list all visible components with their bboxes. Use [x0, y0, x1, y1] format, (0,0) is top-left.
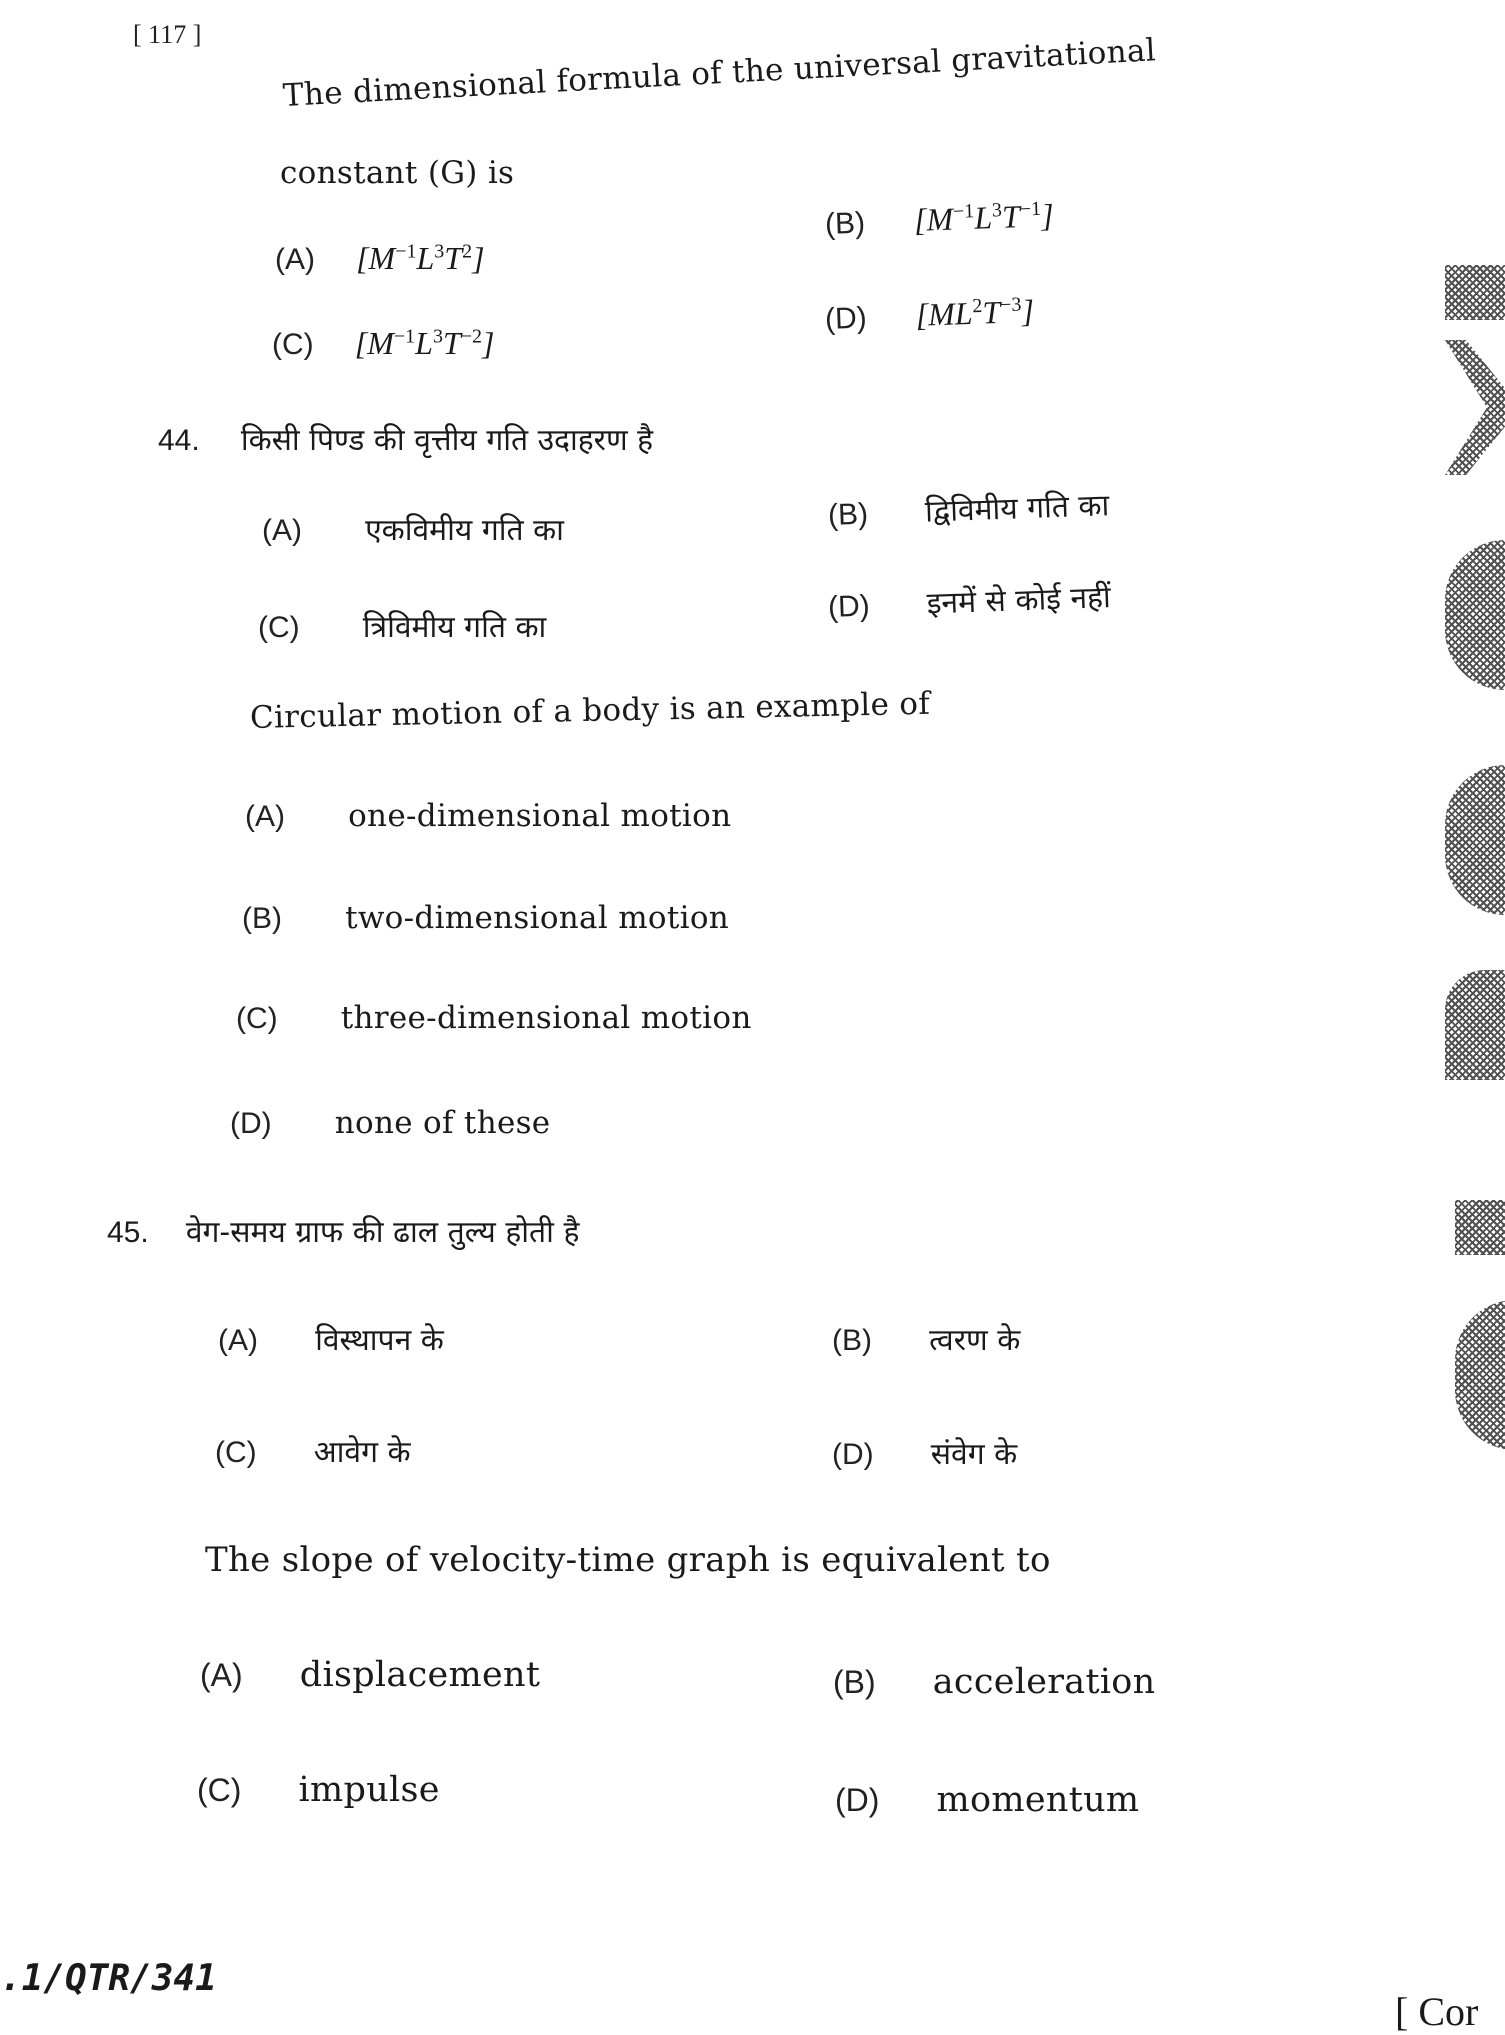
- q43-option-c: [272, 325, 494, 362]
- option-label: (D): [835, 1782, 880, 1818]
- option-text: संवेग के: [930, 1437, 1018, 1472]
- q45-english-question: The slope of velocity-time graph is equivalent to: [205, 1540, 1051, 1580]
- q44-hi-option-d: [827, 575, 1111, 626]
- q43-option-a: [275, 240, 485, 277]
- option-formula: $[M^{-1}L^3T^{-1}]$: [913, 197, 1055, 238]
- option-label: (C): [215, 1436, 257, 1469]
- watermark-fragment: [1445, 970, 1505, 1080]
- q45-en-option-a: [200, 1655, 540, 1695]
- option-label: (B): [832, 1324, 872, 1357]
- option-text: त्रिविमीय गति का: [362, 610, 547, 645]
- option-label: (B): [242, 902, 282, 935]
- option-text: three-dimensional motion: [340, 1000, 752, 1036]
- q44-en-option-d: [230, 1105, 550, 1141]
- q43-option-b: [824, 197, 1054, 242]
- q45-en-option-c: [197, 1770, 440, 1810]
- q44-en-option-a: [245, 798, 731, 834]
- q45-hi-option-a: [218, 1318, 444, 1359]
- option-label: (A): [275, 243, 315, 276]
- option-label: (D): [824, 301, 868, 336]
- q45-en-option-b: [833, 1662, 1156, 1702]
- option-formula: $[M^{-1}L^3T^{-2}]$: [354, 325, 495, 361]
- paper-code: .1/QTR/341: [0, 1958, 217, 1999]
- question-number: 44.: [158, 424, 200, 457]
- q45-hi-option-c: [215, 1430, 411, 1471]
- option-label: (D): [832, 1438, 874, 1471]
- q44-english-question: Circular motion of a body is an example of: [249, 685, 931, 736]
- q44-hindi-question: [158, 418, 653, 459]
- question-text: किसी पिण्ड की वृत्तीय गति उदाहरण है: [240, 423, 654, 458]
- q44-hi-option-a: [262, 508, 564, 549]
- option-label: (B): [833, 1664, 876, 1700]
- question-number: 45.: [107, 1216, 149, 1249]
- option-formula: $[ML^2T^{-3}]$: [915, 292, 1035, 333]
- q45-en-option-d: [835, 1780, 1139, 1820]
- option-formula: $[M^{-1}L^3T^2]$: [356, 240, 485, 276]
- option-text: one-dimensional motion: [348, 798, 732, 834]
- option-label: (A): [200, 1657, 243, 1693]
- q44-en-option-c: [236, 1000, 752, 1036]
- option-label: (C): [197, 1772, 242, 1808]
- option-text: एकविमीय गति का: [365, 513, 564, 548]
- option-text: impulse: [298, 1770, 440, 1810]
- option-text: आवेग के: [313, 1435, 411, 1470]
- option-label: (A): [218, 1324, 258, 1357]
- option-text: इनमें से कोई नहीं: [926, 580, 1112, 622]
- q44-en-option-b: [242, 900, 729, 936]
- option-label: (D): [230, 1107, 272, 1140]
- q45-hindi-question: [107, 1210, 579, 1251]
- q43-text-line1: The dimensional formula of the universal gravitational: [282, 32, 1157, 114]
- q43-option-d: [824, 293, 1034, 337]
- watermark-fragment: [1445, 265, 1505, 320]
- q43-text-line2: constant (G) is: [280, 155, 515, 191]
- option-label: (B): [827, 497, 869, 532]
- question-text: वेग-समय ग्राफ की ढाल तुल्य होती है: [185, 1215, 580, 1250]
- page-number: [ 117 ]: [133, 20, 202, 49]
- watermark-fragment: [1445, 765, 1505, 915]
- option-text: displacement: [299, 1655, 541, 1695]
- option-text: none of these: [334, 1105, 551, 1141]
- q44-hi-option-c: [258, 605, 546, 646]
- option-label: (A): [245, 800, 285, 833]
- watermark-fragment: [1455, 1200, 1505, 1255]
- q44-hi-option-b: [827, 483, 1110, 534]
- option-text: विस्थापन के: [315, 1323, 444, 1358]
- watermark-fragment: [1445, 540, 1505, 690]
- option-label: (C): [258, 611, 300, 644]
- option-text: द्विविमीय गति का: [924, 488, 1110, 530]
- watermark-fragment: [1445, 340, 1505, 475]
- option-text: acceleration: [932, 1662, 1156, 1702]
- option-text: त्वरण के: [929, 1323, 1021, 1358]
- option-label: (B): [824, 206, 866, 241]
- q45-hi-option-d: [832, 1432, 1017, 1473]
- q45-hi-option-b: [832, 1318, 1020, 1359]
- option-label: (C): [236, 1002, 278, 1035]
- option-text: momentum: [936, 1780, 1140, 1820]
- option-label: (D): [827, 589, 871, 624]
- watermark-fragment: [1455, 1300, 1505, 1450]
- option-text: two-dimensional motion: [345, 900, 730, 936]
- option-label: (C): [272, 328, 314, 361]
- option-label: (A): [262, 514, 302, 547]
- continued-marker: [ Cor: [1395, 1989, 1479, 2034]
